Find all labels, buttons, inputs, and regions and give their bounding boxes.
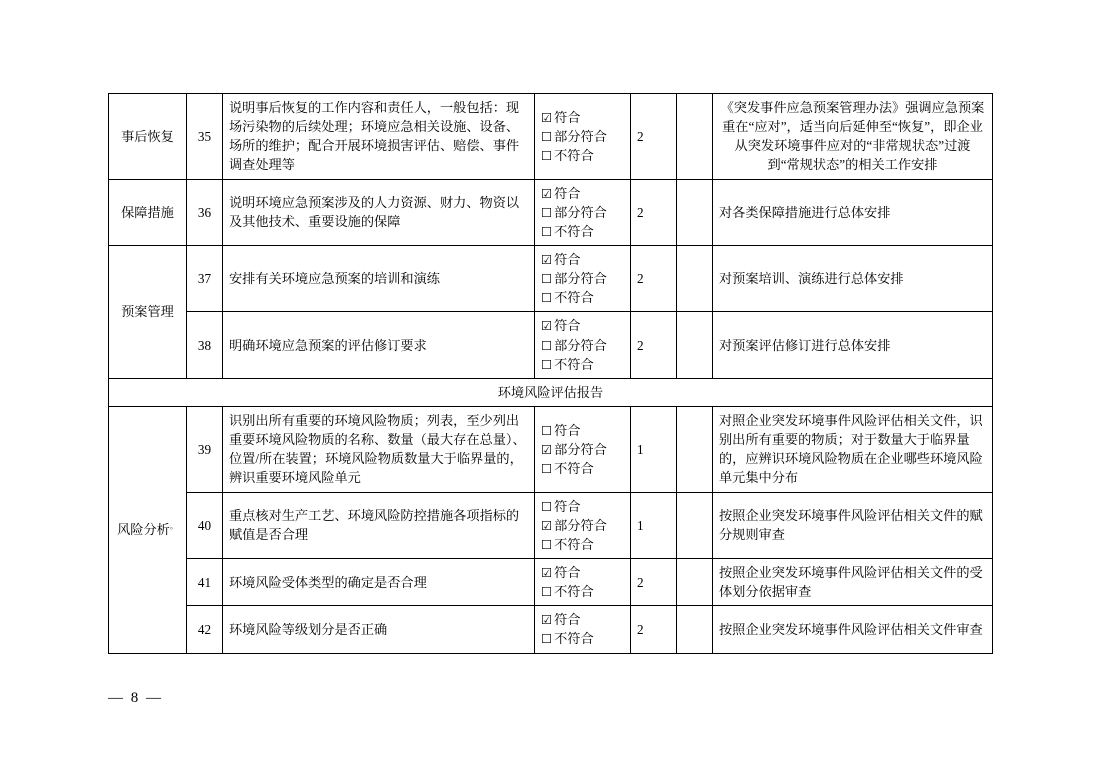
requirement-cell: 说明环境应急预案涉及的人力资源、财力、物资以及其他技术、重要设施的保障 [223,179,535,245]
unchecked-box-icon[interactable]: ☐ [541,290,553,306]
compliance-options-cell [535,406,631,492]
checked-box-icon[interactable]: ☑ [541,441,553,457]
checkbox-option[interactable] [541,316,624,335]
score-cell: 1 [631,492,677,558]
note-cell: 对各类保障措施进行总体安排 [713,179,993,245]
checkbox-option-label: 不符合 [554,631,594,647]
table-section-row [109,378,993,406]
compliance-options-cell [535,558,631,605]
category-cell: 事后恢复 [109,94,187,180]
unchecked-box-icon[interactable]: ☐ [541,271,553,287]
note-cell: 按照企业突发环境事件风险评估相关文件审查 [713,606,993,653]
note-cell: 对预案培训、演练进行总体安排 [713,245,993,311]
unchecked-box-icon[interactable]: ☐ [541,204,553,220]
checkbox-option-label: 不符合 [554,356,594,372]
checkbox-option-label: 符合 [554,612,581,628]
score-cell: 2 [631,245,677,311]
item-number-cell: 35 [187,94,223,180]
requirement-cell: 环境风险受体类型的确定是否合理 [223,558,535,605]
checkbox-option[interactable] [541,629,624,648]
checked-box-icon[interactable]: ☑ [541,517,553,533]
checkbox-option-label: 不符合 [554,147,594,163]
checkbox-option[interactable] [541,440,624,459]
category-cell: 风险分析。 [109,406,187,653]
checkbox-option-label: 不符合 [554,223,594,239]
page-number: — 8 — [108,690,163,706]
table-row [109,94,993,180]
note-cell: 《突发事件应急预案管理办法》强调应急预案重在“应对”，适当向后延伸至“恢复”，即企业从突发环境事件应对的“非常规状态”过渡到“常规状态”的相关工作安排 [713,94,993,180]
checkbox-option[interactable] [541,610,624,629]
actual-score-cell[interactable] [677,179,713,245]
checkbox-option[interactable] [541,222,624,241]
unchecked-box-icon[interactable]: ☐ [541,147,553,163]
section-header: 环境风险评估报告 [109,378,993,406]
checkbox-option[interactable] [541,516,624,535]
actual-score-cell[interactable] [677,94,713,180]
unchecked-box-icon[interactable]: ☐ [541,536,553,552]
table-row [109,558,993,605]
checkbox-option[interactable] [541,146,624,165]
unchecked-box-icon[interactable]: ☐ [541,584,553,600]
checked-box-icon[interactable]: ☑ [541,109,553,125]
unchecked-box-icon[interactable]: ☐ [541,356,553,372]
note-cell: 按照企业突发环境事件风险评估相关文件的受体划分依据审查 [713,558,993,605]
checkbox-option-label: 部分符合 [554,204,607,220]
checkbox-option-label: 部分符合 [554,337,607,353]
table-row [109,245,993,311]
checkbox-option[interactable] [541,288,624,307]
unchecked-box-icon[interactable]: ☐ [541,223,553,239]
checkbox-option[interactable] [541,269,624,288]
checkbox-option[interactable] [541,108,624,127]
score-cell: 2 [631,312,677,378]
checkbox-option[interactable] [541,459,624,478]
actual-score-cell[interactable] [677,245,713,311]
checkbox-option-label: 部分符合 [554,517,607,533]
checkbox-option-label: 不符合 [554,290,594,306]
actual-score-cell[interactable] [677,406,713,492]
checkbox-option[interactable] [541,563,624,582]
checkbox-option[interactable] [541,336,624,355]
table-row [109,606,993,653]
checkbox-option-label: 符合 [554,564,581,580]
checkbox-option[interactable] [541,421,624,440]
note-cell: 对预案评估修订进行总体安排 [713,312,993,378]
compliance-options-cell [535,606,631,653]
unchecked-box-icon[interactable]: ☐ [541,128,553,144]
table-row [109,312,993,378]
item-number-cell: 41 [187,558,223,605]
compliance-options-cell [535,312,631,378]
compliance-options-cell [535,245,631,311]
requirement-cell: 说明事后恢复的工作内容和责任人，一般包括：现场污染物的后续处理；环境应急相关设施、设备、场所的维护；配合开展环境损害评估、赔偿、事件调查处理等 [223,94,535,180]
unchecked-box-icon[interactable]: ☐ [541,422,553,438]
requirement-cell: 环境风险等级划分是否正确 [223,606,535,653]
item-number-cell: 42 [187,606,223,653]
actual-score-cell[interactable] [677,606,713,653]
requirement-cell: 识别出所有重要的环境风险物质；列表，至少列出重要环境风险物质的名称、数量（最大存在总量）、位置/所在装置；环境风险物质数量大于临界量的，辨识重要环境风险单元 [223,406,535,492]
checkbox-option[interactable] [541,127,624,146]
item-number-cell: 36 [187,179,223,245]
checkbox-option[interactable] [541,355,624,374]
checkbox-option-label: 不符合 [554,536,594,552]
checkbox-option-label: 部分符合 [554,271,607,287]
checkbox-option-label: 符合 [554,422,581,438]
score-cell: 2 [631,558,677,605]
checked-box-icon[interactable]: ☑ [541,251,553,267]
checkbox-option[interactable] [541,250,624,269]
requirement-cell: 明确环境应急预案的评估修订要求 [223,312,535,378]
score-cell: 2 [631,606,677,653]
unchecked-box-icon[interactable]: ☐ [541,631,553,647]
requirement-cell: 安排有关环境应急预案的培训和演练 [223,245,535,311]
table-row [109,179,993,245]
checkbox-option[interactable] [541,203,624,222]
checkbox-option-label: 符合 [554,251,581,267]
compliance-options-cell [535,179,631,245]
checkbox-option[interactable] [541,582,624,601]
item-number-cell: 39 [187,406,223,492]
category-cell: 预案管理 [109,245,187,378]
category-cell: 保障措施 [109,179,187,245]
item-number-cell: 40 [187,492,223,558]
checked-box-icon[interactable]: ☑ [541,185,553,201]
checked-box-icon[interactable]: ☑ [541,612,553,628]
compliance-options-cell [535,94,631,180]
score-cell: 2 [631,94,677,180]
checkbox-option[interactable] [541,184,624,203]
checkbox-option[interactable] [541,497,624,516]
checklist-table [108,93,993,654]
requirement-cell: 重点核对生产工艺、环境风险防控措施各项指标的赋值是否合理 [223,492,535,558]
unchecked-box-icon[interactable]: ☐ [541,498,553,514]
checkbox-option-label: 部分符合 [554,441,607,457]
note-cell: 按照企业突发环境事件风险评估相关文件的赋分规则审查 [713,492,993,558]
checked-box-icon[interactable]: ☑ [541,318,553,334]
checkbox-option-label: 不符合 [554,584,594,600]
note-cell: 对照企业突发环境事件风险评估相关文件，识别出所有重要的物质；对于数量大于临界量的，应辨识环境风险物质在企业哪些环境风险单元集中分布 [713,406,993,492]
checkbox-option-label: 部分符合 [554,128,607,144]
item-number-cell: 37 [187,245,223,311]
checkbox-option-label: 不符合 [554,460,594,476]
checkbox-option-label: 符合 [554,185,581,201]
score-cell: 1 [631,406,677,492]
checkbox-option-label: 符合 [554,109,581,125]
score-cell: 2 [631,179,677,245]
table-row [109,492,993,558]
checkbox-option-label: 符合 [554,318,581,334]
actual-score-cell[interactable] [677,558,713,605]
item-number-cell: 38 [187,312,223,378]
actual-score-cell[interactable] [677,312,713,378]
checkbox-option-label: 符合 [554,498,581,514]
compliance-options-cell [535,492,631,558]
checkbox-option[interactable] [541,535,624,554]
checked-box-icon[interactable]: ☑ [541,564,553,580]
table-row [109,406,993,492]
unchecked-box-icon[interactable]: ☐ [541,460,553,476]
actual-score-cell[interactable] [677,492,713,558]
unchecked-box-icon[interactable]: ☐ [541,337,553,353]
